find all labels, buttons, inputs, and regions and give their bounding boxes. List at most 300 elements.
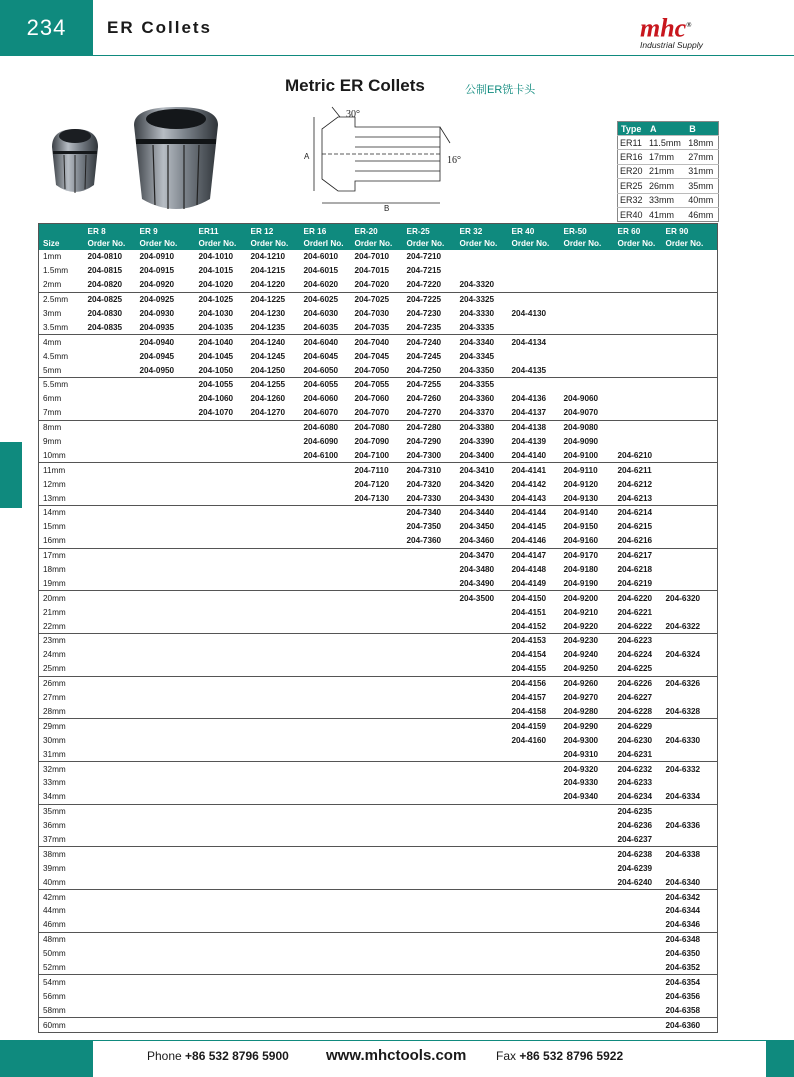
order-number-cell — [84, 833, 136, 847]
order-number-cell — [662, 435, 718, 449]
order-number-cell — [351, 961, 403, 975]
table-row — [39, 634, 718, 648]
order-number-cell — [84, 819, 136, 833]
order-number-cell: 204-6328 — [665, 706, 701, 716]
order-number-cell — [84, 847, 136, 861]
order-number-cell — [84, 861, 136, 875]
order-number-cell — [300, 847, 351, 861]
series-header-cell: ER 90 — [662, 224, 718, 238]
order-number-cell — [84, 947, 136, 961]
order-number-cell: 204-6070 — [303, 408, 339, 418]
order-number-cell: 204-7210 — [406, 252, 442, 262]
order-number-cell — [456, 890, 508, 904]
series-header-cell: ER 12 — [247, 224, 300, 238]
order-number-cell: 204-4157 — [511, 693, 547, 703]
order-number-cell — [508, 278, 560, 292]
order-number-cell — [560, 804, 614, 818]
size-cell: 8mm — [39, 420, 84, 434]
order-number-cell: 204-4159 — [508, 719, 560, 733]
footer-bar-left — [0, 1040, 93, 1077]
order-header-cell: Order No. — [456, 237, 508, 250]
order-number-cell — [84, 506, 136, 520]
order-number-cell — [84, 662, 136, 676]
order-number-cell — [456, 762, 508, 776]
order-number-cell — [351, 861, 403, 875]
order-number-cell — [351, 762, 403, 776]
order-number-cell — [84, 733, 136, 747]
order-number-cell — [300, 705, 351, 719]
order-number-cell: 204-6090 — [303, 437, 339, 447]
order-number-cell — [662, 506, 718, 520]
order-number-cell — [351, 648, 403, 662]
order-number-cell: 204-3355 — [456, 378, 508, 392]
angle-30-label: 30° — [346, 109, 360, 120]
order-number-cell: 204-6227 — [617, 693, 653, 703]
order-number-cell — [84, 605, 136, 619]
order-number-cell — [560, 961, 614, 975]
size-cell: 24mm — [43, 650, 66, 660]
order-number-cell — [403, 975, 456, 989]
order-number-cell — [456, 676, 508, 690]
order-number-cell — [614, 292, 662, 306]
order-number-cell — [508, 833, 560, 847]
order-number-cell — [351, 975, 403, 989]
table-row — [39, 932, 718, 946]
order-number-cell: 204-4152 — [511, 621, 547, 631]
order-number-cell: 204-7060 — [354, 394, 390, 404]
order-number-cell: 204-9280 — [563, 706, 599, 716]
table-row — [39, 719, 718, 733]
order-number-cell: 204-1245 — [250, 351, 286, 361]
size-cell: 2.5mm — [39, 292, 84, 306]
order-number-cell — [456, 619, 508, 633]
series-header-cell: ER 9 — [136, 224, 195, 238]
order-number-cell — [136, 733, 195, 747]
order-number-cell — [351, 947, 403, 961]
order-number-cell — [84, 477, 136, 491]
order-number-cell: 204-6236 — [617, 821, 653, 831]
table-row — [39, 733, 718, 747]
order-number-cell — [195, 890, 247, 904]
order-number-cell: 204-3420 — [459, 479, 495, 489]
type-cell: ER11 — [618, 136, 648, 150]
order-number-cell — [403, 762, 456, 776]
order-number-cell: 204-0910 — [139, 252, 175, 262]
order-number-cell — [614, 904, 662, 918]
order-number-cell: 204-6040 — [300, 335, 351, 349]
order-number-cell — [456, 605, 508, 619]
size-cell: 56mm — [43, 991, 66, 1001]
order-number-cell — [560, 904, 614, 918]
order-number-cell — [508, 819, 560, 833]
table-row — [39, 392, 718, 406]
order-number-cell — [84, 563, 136, 577]
order-number-cell — [195, 719, 247, 733]
order-header-cell: Order No. — [247, 237, 300, 250]
order-number-cell — [300, 747, 351, 761]
order-number-cell — [300, 961, 351, 975]
order-number-cell — [614, 392, 662, 406]
order-number-cell — [136, 420, 195, 434]
order-number-cell: 204-6334 — [665, 792, 701, 802]
order-number-cell — [300, 506, 351, 520]
order-number-cell: 204-4142 — [511, 479, 547, 489]
size-cell: 16mm — [43, 536, 66, 546]
order-number-cell: 204-4140 — [511, 450, 547, 460]
order-number-cell: 204-7010 — [354, 252, 390, 262]
table-row — [39, 548, 718, 562]
order-number-cell — [351, 790, 403, 804]
order-number-cell — [247, 875, 300, 889]
order-number-cell — [84, 705, 136, 719]
order-number-cell — [136, 1003, 195, 1017]
order-number-cell — [351, 733, 403, 747]
order-number-cell — [247, 448, 300, 462]
order-number-cell — [195, 975, 247, 989]
order-number-cell — [247, 747, 300, 761]
order-number-cell — [560, 1018, 614, 1033]
order-number-cell — [247, 918, 300, 932]
order-number-cell: 204-4156 — [508, 676, 560, 690]
order-number-cell — [84, 648, 136, 662]
order-number-cell — [403, 733, 456, 747]
order-header-cell: OrderI No. — [300, 237, 351, 250]
order-number-cell — [195, 989, 247, 1003]
order-number-cell: 204-7035 — [354, 322, 390, 332]
order-number-cell — [247, 534, 300, 548]
order-number-cell — [351, 520, 403, 534]
type-row — [618, 150, 719, 164]
brand-logo — [640, 13, 720, 50]
order-number-cell — [300, 776, 351, 790]
order-number-cell: 204-9290 — [560, 719, 614, 733]
order-number-cell — [300, 719, 351, 733]
order-number-cell — [136, 705, 195, 719]
order-number-cell — [614, 918, 662, 932]
order-number-cell — [247, 506, 300, 520]
order-number-cell: 204-6220 — [614, 591, 662, 605]
size-cell: 32mm — [39, 762, 84, 776]
footer-fax-number: +86 532 8796 5922 — [519, 1049, 624, 1063]
order-number-cell — [195, 918, 247, 932]
table-row — [39, 463, 718, 477]
order-number-cell — [560, 307, 614, 321]
table-row — [39, 1018, 718, 1033]
table-row — [39, 819, 718, 833]
size-cell: 3.5mm — [43, 322, 69, 332]
order-number-cell — [614, 363, 662, 377]
order-number-cell: 204-0835 — [87, 322, 123, 332]
size-cell: 5.5mm — [39, 378, 84, 392]
order-number-cell — [195, 619, 247, 633]
header-divider — [93, 55, 794, 56]
order-number-cell: 204-3400 — [459, 450, 495, 460]
footer-fax — [496, 1049, 623, 1063]
order-number-cell: 204-6100 — [303, 450, 339, 460]
table-row — [39, 989, 718, 1003]
order-number-cell — [247, 676, 300, 690]
order-number-cell — [662, 576, 718, 590]
table-row — [39, 918, 718, 932]
order-number-cell: 204-9230 — [560, 634, 614, 648]
order-number-cell: 204-0940 — [136, 335, 195, 349]
order-number-cell: 204-6055 — [300, 378, 351, 392]
order-number-cell: 204-7025 — [351, 292, 403, 306]
size-cell: 4.5mm — [43, 351, 69, 361]
table-row — [39, 1003, 718, 1017]
order-number-cell — [136, 804, 195, 818]
order-number-cell — [195, 932, 247, 946]
size-cell: 12mm — [43, 479, 66, 489]
order-number-cell: 204-6352 — [665, 962, 701, 972]
order-number-cell — [195, 448, 247, 462]
order-number-cell — [614, 250, 662, 264]
order-number-cell — [84, 719, 136, 733]
order-number-cell — [456, 662, 508, 676]
table-row — [39, 691, 718, 705]
order-number-cell — [247, 776, 300, 790]
order-number-cell — [560, 875, 614, 889]
order-number-cell: 204-4155 — [511, 664, 547, 674]
order-number-cell — [456, 719, 508, 733]
order-number-cell — [195, 691, 247, 705]
order-number-cell: 204-6226 — [614, 676, 662, 690]
type-cell: ER20 — [618, 164, 648, 178]
order-number-cell — [84, 1018, 136, 1033]
type-cell: ER16 — [618, 150, 648, 164]
order-number-cell — [300, 861, 351, 875]
order-number-cell: 204-1060 — [198, 394, 234, 404]
order-number-cell — [508, 961, 560, 975]
table-row — [39, 947, 718, 961]
order-number-cell — [247, 520, 300, 534]
order-number-cell: 204-7320 — [406, 479, 442, 489]
table-row — [39, 534, 718, 548]
order-number-cell — [195, 491, 247, 505]
order-number-cell — [84, 378, 136, 392]
order-number-cell — [456, 747, 508, 761]
size-cell: 35mm — [39, 804, 84, 818]
order-number-cell — [84, 619, 136, 633]
series-header-cell — [39, 224, 84, 238]
order-number-cell — [136, 619, 195, 633]
order-number-cell: 204-6235 — [614, 804, 662, 818]
order-number-cell — [195, 662, 247, 676]
order-number-cell — [195, 875, 247, 889]
order-number-cell — [84, 363, 136, 377]
order-number-cell — [560, 349, 614, 363]
order-number-cell — [84, 349, 136, 363]
order-number-cell — [662, 691, 718, 705]
order-number-cell: 204-7245 — [406, 351, 442, 361]
size-cell: 19mm — [43, 578, 66, 588]
small-collet-image — [52, 129, 98, 193]
order-number-cell: 204-4130 — [511, 309, 547, 318]
size-cell: 21mm — [43, 607, 66, 617]
order-number-cell — [300, 463, 351, 477]
order-number-cell — [403, 790, 456, 804]
type-row — [618, 179, 719, 193]
order-header-cell: Order No. — [84, 237, 136, 250]
order-number-cell: 204-1235 — [250, 322, 286, 332]
order-number-cell: 204-1025 — [195, 292, 247, 306]
order-number-cell — [403, 619, 456, 633]
order-number-cell — [351, 875, 403, 889]
order-number-cell: 204-9250 — [563, 664, 599, 674]
order-number-cell — [351, 833, 403, 847]
order-number-cell: 204-7015 — [354, 266, 390, 276]
order-number-cell — [300, 591, 351, 605]
order-number-cell — [195, 435, 247, 449]
order-number-cell: 204-6346 — [665, 920, 701, 930]
order-number-cell — [403, 563, 456, 577]
type-row — [618, 193, 719, 207]
order-number-cell — [84, 463, 136, 477]
order-number-cell — [351, 804, 403, 818]
order-number-cell: 204-6344 — [665, 906, 701, 916]
order-number-cell: 204-6354 — [662, 975, 718, 989]
order-number-cell: 204-6348 — [662, 932, 718, 946]
order-number-cell: 204-9340 — [563, 792, 599, 802]
table-row — [39, 747, 718, 761]
order-number-cell — [508, 875, 560, 889]
order-number-cell — [136, 463, 195, 477]
order-number-cell: 204-0930 — [139, 309, 175, 318]
order-number-cell — [136, 989, 195, 1003]
order-number-cell — [662, 662, 718, 676]
order-number-cell — [84, 918, 136, 932]
order-number-cell — [195, 563, 247, 577]
order-number-cell: 204-3430 — [459, 493, 495, 503]
order-header-cell: Order No. — [560, 237, 614, 250]
type-cell: 26mm — [647, 179, 686, 193]
order-number-cell — [136, 904, 195, 918]
type-header-cell: B — [686, 122, 718, 136]
order-number-cell — [403, 776, 456, 790]
order-number-cell — [403, 932, 456, 946]
order-number-cell: 204-9140 — [560, 506, 614, 520]
order-number-cell — [560, 320, 614, 334]
order-number-cell — [508, 747, 560, 761]
size-cell: 52mm — [43, 962, 66, 972]
footer-website[interactable]: www.mhctools.com — [326, 1047, 467, 1064]
order-number-cell: 204-4141 — [508, 463, 560, 477]
size-cell: 48mm — [39, 932, 84, 946]
table-row — [39, 250, 718, 264]
order-number-cell — [300, 548, 351, 562]
order-number-cell: 204-6229 — [614, 719, 662, 733]
footer-phone-number: +86 532 8796 5900 — [185, 1049, 289, 1063]
angle-16-label: 16° — [447, 155, 461, 166]
order-number-cell — [508, 349, 560, 363]
order-number-cell: 204-9220 — [563, 621, 599, 631]
size-cell: 4mm — [39, 335, 84, 349]
order-number-cell — [351, 605, 403, 619]
order-number-cell — [136, 648, 195, 662]
order-number-cell — [403, 676, 456, 690]
order-number-cell — [614, 961, 662, 975]
order-number-cell — [300, 918, 351, 932]
order-number-cell — [508, 762, 560, 776]
order-number-cell: 204-7270 — [406, 408, 442, 418]
order-number-cell: 204-4154 — [511, 650, 547, 660]
order-number-cell: 204-3370 — [459, 408, 495, 418]
order-number-cell — [195, 676, 247, 690]
order-number-cell: 204-7120 — [354, 479, 390, 489]
type-cell: 21mm — [647, 164, 686, 178]
order-number-cell: 204-0935 — [139, 322, 175, 332]
order-number-cell — [84, 776, 136, 790]
table-row — [39, 435, 718, 449]
order-number-cell — [456, 1003, 508, 1017]
order-number-cell — [456, 975, 508, 989]
order-number-cell — [195, 904, 247, 918]
order-number-cell: 204-3390 — [459, 437, 495, 447]
order-number-cell: 204-9070 — [563, 408, 599, 418]
table-row — [39, 662, 718, 676]
order-number-cell: 204-6232 — [614, 762, 662, 776]
table-header-order — [39, 237, 718, 250]
order-number-cell — [456, 918, 508, 932]
order-number-cell: 204-4138 — [508, 420, 560, 434]
order-number-cell: 204-3500 — [456, 591, 508, 605]
order-number-cell: 204-7215 — [406, 266, 442, 276]
order-number-cell — [456, 819, 508, 833]
size-cell: 39mm — [43, 863, 66, 873]
order-number-cell — [300, 790, 351, 804]
order-number-cell: 204-6214 — [614, 506, 662, 520]
footer-bar-right — [766, 1040, 794, 1077]
order-number-cell — [195, 576, 247, 590]
size-cell: 46mm — [43, 920, 66, 930]
type-cell: 40mm — [686, 193, 718, 207]
order-number-cell: 204-4147 — [508, 548, 560, 562]
order-number-cell — [195, 790, 247, 804]
order-number-cell — [456, 250, 508, 264]
order-number-cell — [84, 804, 136, 818]
large-collet-image — [134, 107, 218, 209]
order-number-cell: 204-1270 — [250, 408, 286, 418]
order-number-cell: 204-7110 — [351, 463, 403, 477]
order-number-cell: 204-7255 — [403, 378, 456, 392]
order-number-cell — [560, 378, 614, 392]
type-row — [618, 164, 719, 178]
order-number-cell: 204-7130 — [354, 493, 390, 503]
order-number-cell: 204-3490 — [459, 578, 495, 588]
order-number-cell — [508, 904, 560, 918]
collet-technical-drawing — [300, 105, 475, 215]
size-cell: 27mm — [43, 693, 66, 703]
order-number-cell: 204-0825 — [84, 292, 136, 306]
order-number-cell: 204-6211 — [614, 463, 662, 477]
order-number-cell — [84, 875, 136, 889]
table-row — [39, 576, 718, 590]
order-number-cell — [662, 719, 718, 733]
order-number-cell — [300, 477, 351, 491]
table-row — [39, 520, 718, 534]
order-number-cell — [136, 861, 195, 875]
order-number-cell — [247, 435, 300, 449]
order-number-cell: 204-7250 — [406, 365, 442, 375]
order-number-cell: 204-6223 — [614, 634, 662, 648]
order-number-cell: 204-4139 — [511, 437, 547, 447]
order-number-cell: 204-3440 — [456, 506, 508, 520]
order-number-cell — [508, 1018, 560, 1033]
series-header-cell: ER-20 — [351, 224, 403, 238]
order-number-cell — [195, 591, 247, 605]
order-number-cell: 204-6225 — [617, 664, 653, 674]
series-header-cell: ER 8 — [84, 224, 136, 238]
